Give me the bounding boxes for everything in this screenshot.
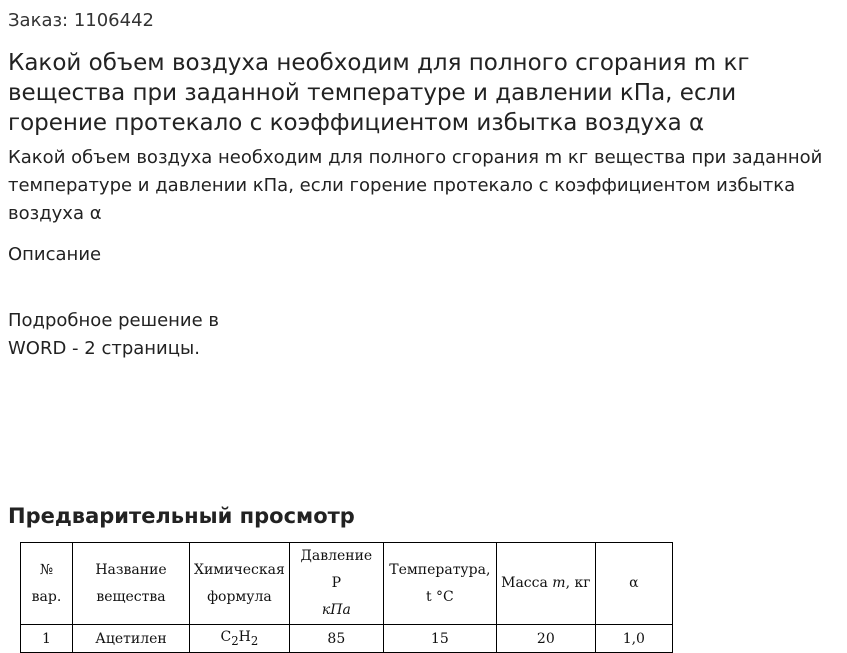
formula-h-sub: 2 <box>250 633 259 648</box>
header-name <box>73 543 190 625</box>
table-header-row <box>21 543 673 625</box>
header-mass <box>496 543 595 625</box>
header-formula-line2: формула <box>207 588 272 605</box>
header-pressure <box>289 543 383 625</box>
page-title: Какой объем воздуха необходим для полного сгорания m кг вещества при заданной температуре и давлении кПа, если горение протекало с коэффициентом избытка воздуха α <box>8 50 750 136</box>
formula-c: C <box>220 629 232 646</box>
cell-pressure: 85 <box>289 625 383 653</box>
header-mass-suffix: , кг <box>565 575 591 591</box>
header-temperature-line2: t °C <box>425 588 454 605</box>
header-mass-var: m <box>552 575 566 591</box>
cell-formula <box>190 625 290 653</box>
table-row <box>21 625 673 653</box>
cell-temperature: 15 <box>383 625 496 653</box>
header-alpha: α <box>595 543 672 625</box>
preview-table <box>20 542 673 653</box>
cell-variant: 1 <box>21 625 73 653</box>
header-pressure-line1: Давление Р <box>300 548 373 591</box>
order-number: Заказ: 1106442 <box>8 10 154 31</box>
description-text: Какой объем воздуха необходим для полного сгорания m кг вещества при заданной температуре и давлении кПа, если горение протекало с коэффициентом избытка воздуха α <box>8 147 823 224</box>
section-label-description: Описание <box>8 244 102 265</box>
header-variant <box>21 543 73 625</box>
cell-alpha: 1,0 <box>595 625 672 653</box>
header-name-line1: Название <box>95 561 167 578</box>
header-formula <box>190 543 290 625</box>
header-temperature <box>383 543 496 625</box>
formula-c-sub: 2 <box>231 633 239 648</box>
header-name-line2: вещества <box>96 588 166 605</box>
header-mass-prefix: Масса <box>501 575 553 591</box>
preview-title: Предварительный просмотр <box>8 504 355 528</box>
header-pressure-line2: кПа <box>321 602 351 618</box>
cell-name: Ацетилен <box>73 625 190 653</box>
header-temperature-line1: Температура, <box>389 561 491 578</box>
solution-text: Подробное решение в WORD - 2 страницы. <box>8 310 220 359</box>
header-variant-line1: № <box>39 561 54 578</box>
cell-mass: 20 <box>496 625 595 653</box>
formula-h: H <box>238 629 251 646</box>
header-formula-line1: Химическая <box>194 561 285 578</box>
header-variant-line2: вар. <box>31 588 62 605</box>
